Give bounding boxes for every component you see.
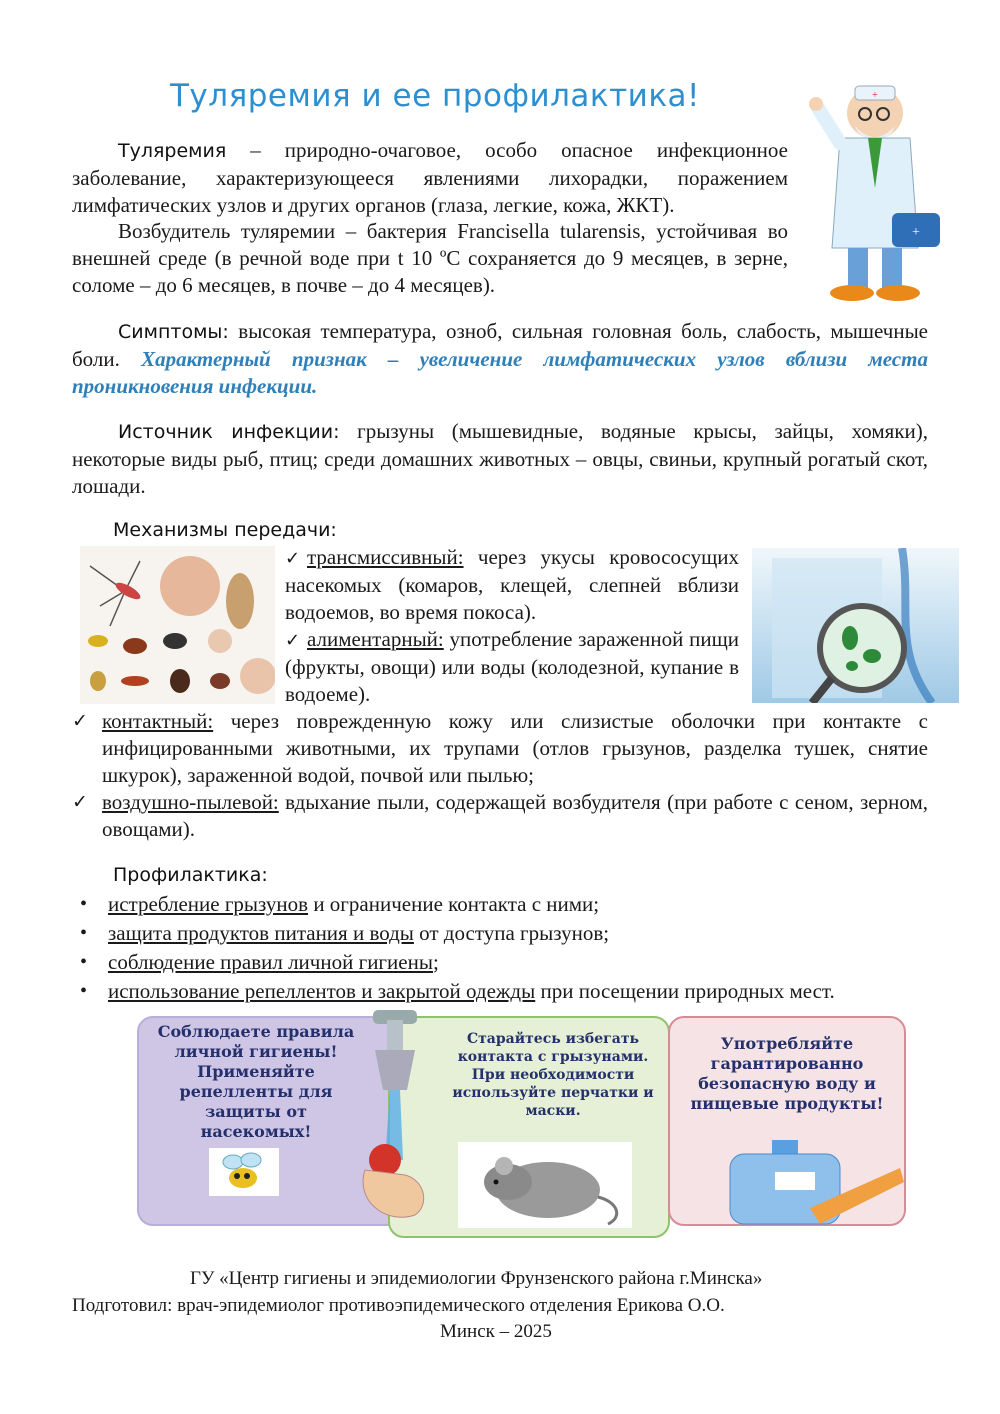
faucet-hand-illustration [345,1010,445,1235]
symptoms-text: высокая температура, озноб, сильная головная боль, слабость, мышечные боли. [72,319,928,371]
prevention-item [80,919,940,948]
transmission-text: вдыхание пыли, содержащей возбудителя (при работе с сеном, зерном, овощами). [102,790,928,841]
transmission-term: воздушно-пылевой: [102,790,279,814]
prevention-term: защита продуктов питания и воды [108,921,414,945]
symptoms-highlight: Характерный признак – увеличение лимфатических узлов вблизи места проникновения инфекции. [72,347,928,398]
transmission-item [72,708,928,789]
prevention-item [80,890,940,919]
prevention-heading: Профилактика: [113,864,268,886]
prevention-text: при посещении природных мест. [535,979,835,1003]
transmission-list-top [285,544,739,708]
panel-water [668,1016,906,1226]
transmission-heading: Механизмы передачи: [113,519,337,541]
transmission-text: через укусы кровососущих насекомых (комаров, клещей, слепней вблизи водоемов, во время покоса). [285,545,739,624]
footer-place-date: Минск – 2025 [440,1321,552,1342]
mouse-image [458,1142,632,1228]
prevention-text: от доступа грызунов; [413,921,610,945]
intro-paragraph [72,137,788,219]
bullet-icon: • [80,922,88,944]
symptoms-label: Симптомы: [118,321,229,343]
footer-org: ГУ «Центр гигиены и эпидемиологии Фрунзенского района г.Минска» [190,1268,763,1289]
bullet-icon: • [80,980,88,1002]
check-icon: ✓ [72,791,88,813]
panel-rodents-text: Старайтесь избегать контакта с грызунами. При необходимости используйте перчатки и маски. [452,1031,654,1119]
water-bottle-image [720,1138,904,1226]
symptoms-paragraph [72,318,928,400]
prevention-list [80,890,940,1006]
transmission-item [72,789,928,843]
page-title: Туляремия и ее профилактика! [170,78,700,114]
fly-icon [209,1148,279,1196]
prevention-term: истребление грызунов [108,892,309,916]
doctor-illustration [800,78,950,303]
transmission-term: алиментарный: [307,627,444,651]
prevention-term: соблюдение правил личной гигиены [108,950,433,974]
transmission-item [285,626,739,708]
source-label: Источник инфекции: [118,421,340,443]
source-text: грызуны (мышевидные, водяные крысы, зайцы, хомяки), некоторые виды рыб, птиц; среди домашних животных – овцы, свиньи, крупный рогатый скот, лошади. [72,419,929,498]
pathogen-paragraph [72,218,788,299]
panel-water-text: Употребляйте гарантированно безопасную воду и пищевые продукты! [690,1034,884,1113]
prevention-term: использование репеллентов и закрытой одежды [108,979,536,1003]
pathogen-text: Возбудитель туляремии – бактерия Francisella tularensis, устойчивая во внешней среде (в речной воде при t 10 ºС сохраняется до 9 месяцев, в зерне, соломе – до 6 месяцев, в почве – до 4 месяцев). [72,219,788,297]
check-icon: ✓ [72,710,88,732]
prevention-item [80,977,940,1006]
panel-hygiene-text: Соблюдаете правила личной гигиены! Применяйте репелленты для защиты от насекомых! [157,1022,355,1141]
prevention-text: и ограничение контакта с ними; [308,892,600,916]
bullet-icon: • [80,893,88,915]
transmission-term: трансмиссивный: [307,545,464,569]
prevention-text: ; [432,950,439,974]
insects-image [80,546,275,704]
check-icon: ✓ [285,548,301,569]
svg-text:+: + [912,225,920,240]
footer-author: Подготовил: врач-эпидемиолог противоэпидемического отделения Ерикова О.О. [72,1295,725,1316]
water-magnifier-image [752,548,959,703]
transmission-item [285,544,739,626]
source-paragraph [72,418,928,500]
svg-text:+: + [872,90,878,101]
prevention-item [80,948,940,977]
transmission-text: употребление зараженной пищи (фрукты, овощи) или воды (колодезной, купание в водоеме). [285,627,739,706]
transmission-term: контактный: [102,709,214,733]
intro-term: Туляремия [118,140,227,162]
transmission-text: через поврежденную кожу или слизистые оболочки при контакте с инфицированными животными, их трупами (отлов грызунов, разделка тушек, снятие шкурок), зараженной водой, почвой или пылью; [102,709,928,787]
transmission-list-bottom [72,708,928,843]
check-icon: ✓ [285,630,301,651]
intro-definition: – природно-очаговое, особо опасное инфекционное заболевание, характеризующееся явлениями лихорадки, поражением лимфатических узлов и других органов (глаза, легкие, кожа, ЖКТ). [72,138,788,217]
bullet-icon: • [80,951,88,973]
